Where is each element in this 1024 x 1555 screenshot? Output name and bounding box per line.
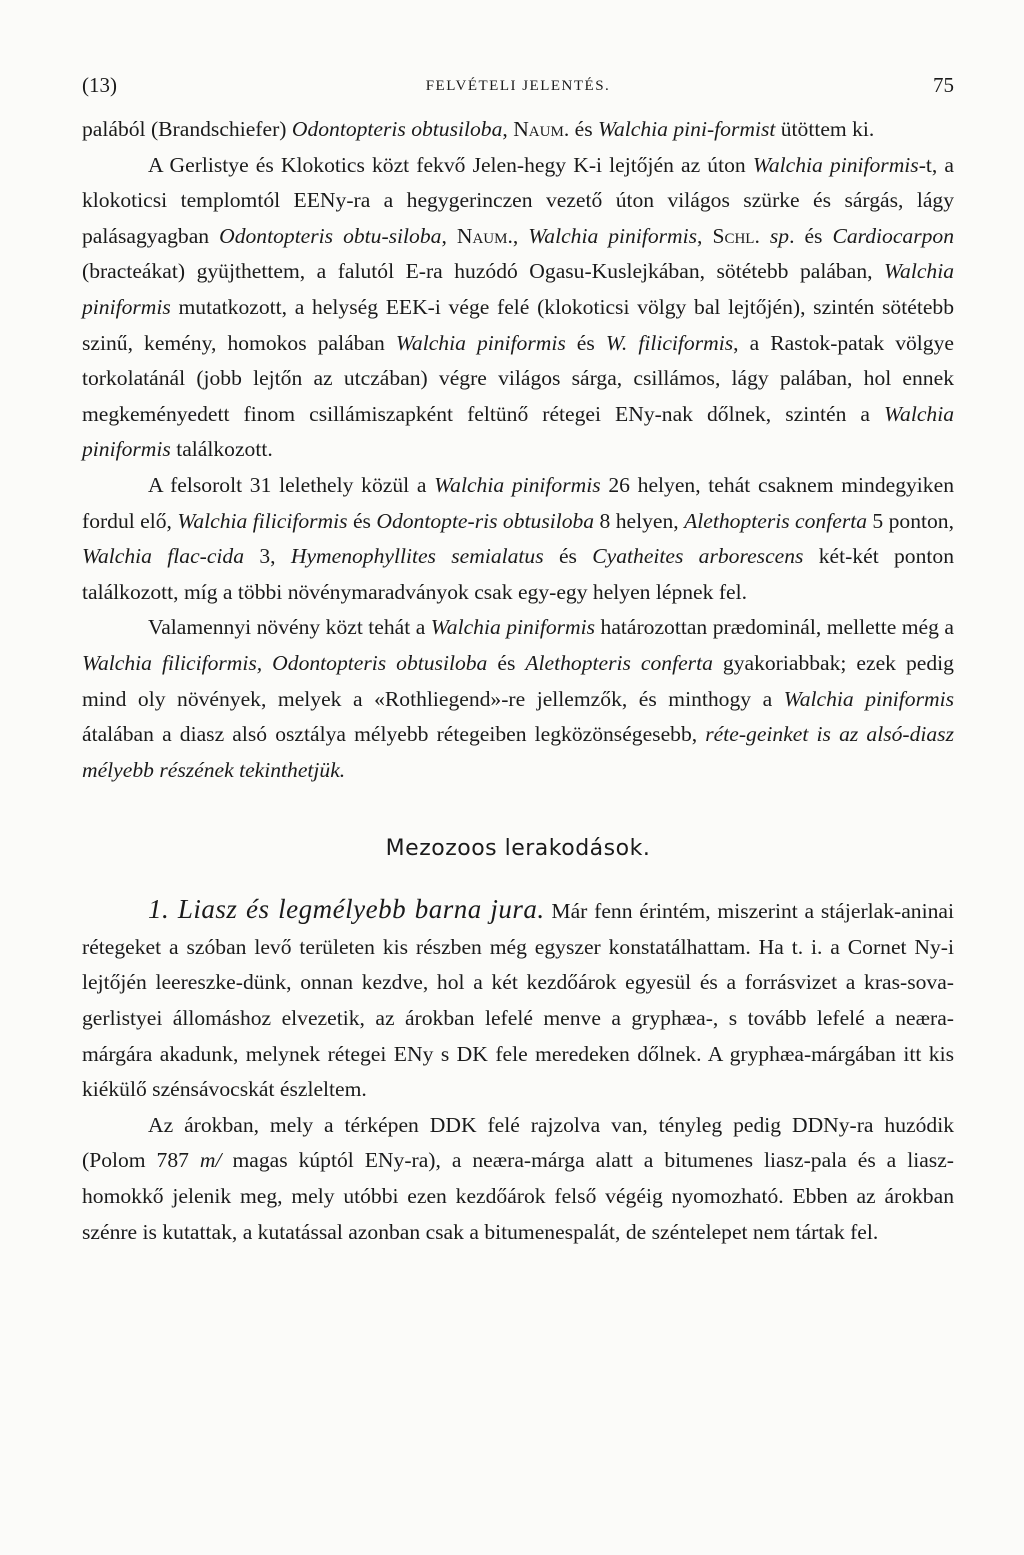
- page-number: 75: [933, 73, 954, 97]
- paragraph-6: Az árokban, mely a térképen DDK felé rajzolva van, tényleg pedig DDNy-ra huzódik (Polom 787 m/ magas kúptól ENy-ra), a neæra-márga alatt a bitumenes liasz-pala és a liasz-homokkő jelenik meg, mely utóbbi ezen kezdőárok felső végéig nyomozható. Ebben az árokban szénre is kutattak, a kutatással azonban csak a bitumenespalát, de széntelepet nem tártak fel.: [82, 1112, 954, 1244]
- paragraph-4: Valamennyi növény közt tehát a Walchia piniformis határozottan prædominál, mellette még a Walchia filiciformis, Odontopteris obtusiloba és Alethopteris conferta gyakoriabbak; ezek pedig mind oly növények, melyek a «Rothliegend»-re jellemzők, és minthogy a Walchia piniformis átalában a diasz alsó osztálya mélyebb rétegeiben legközönségesebb, réte-geinket is az alsó-diasz mélyebb részének tekinthetjük.: [82, 615, 954, 782]
- body-text: [82, 112, 954, 1250]
- paragraph-5: 1. Liasz és legmélyebb barna jura. Már fenn érintém, miszerint a stájerlak-aninai rétegeket a szóban levő területen kis részben még egyszer konstatálhattam. Ha t. i. a Cornet Ny-i lejtőjén leereszke-dünk, onnan kezdve, hol a két kezdőárok egyesül és a forrásvizet a kras-sova-gerlistyei állomáshoz elvezetik, az árokban lefelé menve a gryphæa-, s tovább lefelé a neæra-márgára akadunk, melynek rétegei ENy s DK fele meredeken dőlnek. A gryphæa-márgában itt kis kiékülő szénsávocskát észleltem.: [82, 894, 954, 1102]
- subsection-heading: 1. Liasz és legmélyebb barna jura.: [148, 894, 545, 925]
- paragraph-1: palából (Brandschiefer) Odontopteris obtusiloba, Naum. és Walchia pini-formist ütöttem ki.: [82, 117, 875, 141]
- paragraph-3: A felsorolt 31 lelethely közül a Walchia piniformis 26 helyen, tehát csaknem mindegyiken fordul elő, Walchia filiciformis és Odontopte-ris obtusiloba 8 helyen, Alethopteris conferta 5 ponton, Walchia flac-cida 3, Hymenophyllites semialatus és Cyatheites arborescens két-két ponton találkozott, míg a többi növénymaradványok csak egy-egy helyen lépnek fel.: [82, 472, 955, 604]
- paragraph-2: A Gerlistye és Klokotics közt fekvő Jelen-hegy K-i lejtőjén az úton Walchia piniformis-t, a klokoticsi templomtól EENy-ra a hegygerinczen vezető úton világos szürke és sárgás, lágy palásagyagban Odontopteris obtu-siloba, Naum., Walchia piniformis, Schl. sp. és Cardiocarpon (bracteákat) gyüjthettem, a falutól E-ra huzódó Ogasu-Kuslejkában, sötétebb palában, Walchia piniformis mutatkozott, a helység EEK-i vége felé (klokoticsi völgy bal lejtőjén), szintén sötétebb szinű, kemény, homokos palában Walchia piniformis és W. filiciformis, a Rastok-patak völgye torkolatánál (jobb lejtőn az utczában) végre világos sárga, csillámos, lágy palában, hol ennek megkeményedett finom csillámiszapként feltünő rétegei ENy-nak dőlnek, szintén a Walchia piniformis találkozott.: [82, 152, 955, 462]
- running-head: [82, 68, 954, 102]
- section-heading: Mezozoos lerakodások.: [385, 836, 651, 862]
- running-title: FELVÉTELI JELENTÉS.: [425, 78, 611, 94]
- section-number: (13): [82, 73, 117, 97]
